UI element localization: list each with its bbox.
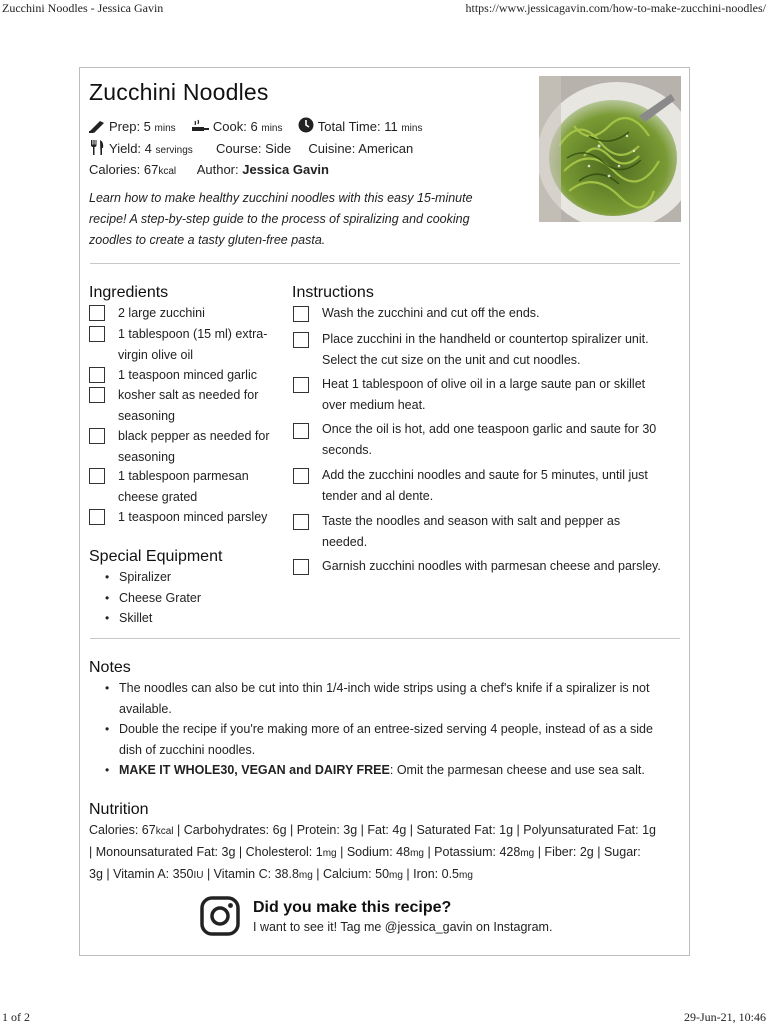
calories-unit: kcal — [158, 166, 177, 177]
instruction-checkbox[interactable] — [293, 332, 309, 348]
author-label: Author: — [196, 162, 239, 177]
pan-icon — [191, 118, 209, 139]
promo-subtitle: I want to see it! Tag me @jessica_gavin on Instagram. — [253, 920, 553, 934]
print-header-url: https://www.jessicagavin.com/how-to-make-zucchini-noodles/ — [465, 1, 766, 15]
instruction-checkbox[interactable] — [293, 514, 309, 530]
ingredients-heading: Ingredients — [89, 284, 169, 301]
note-item: • Double the recipe if you're making more of an entree-sized serving 4 people, instead of as a side dish of zucchini noodles. — [89, 719, 681, 760]
recipe-description: Learn how to make healthy zucchini noodles with this easy 15-minute recipe! A step-by-step guide to the process of spiralizing and cooking zoodles to create a tasty gluten-free pasta. — [89, 191, 473, 247]
ingredient-checkbox[interactable] — [89, 326, 105, 342]
ingredient-checkbox[interactable] — [89, 428, 105, 444]
instagram-icon[interactable] — [200, 896, 240, 941]
instructions-heading: Instructions — [292, 284, 374, 301]
divider-mid — [90, 638, 680, 639]
instruction-checkbox[interactable] — [293, 468, 309, 484]
notes-list — [89, 678, 681, 781]
notes-heading: Notes — [89, 659, 131, 676]
recipe-calories-row — [89, 159, 329, 182]
nutrition-line: Calories: 67kcal | Carbohydrates: 6g | Protein: 3g | Fat: 4g | Saturated Fat: 1g | Polyunsaturated Fat: 1g — [89, 823, 656, 837]
recipe-yield-row — [89, 138, 413, 161]
print-header-title: Zucchini Noodles - Jessica Gavin — [2, 1, 164, 15]
nutrition-line: 3g | Vitamin A: 350IU | Vitamin C: 38.8mg | Calcium: 50mg | Iron: 0.5mg — [89, 867, 473, 881]
instruction-step: Garnish zucchini noodles with parmesan cheese and parsley. — [322, 559, 661, 573]
divider-top — [90, 263, 680, 264]
equipment-heading: Special Equipment — [89, 548, 223, 565]
recipe-title: Zucchini Noodles — [89, 79, 269, 105]
print-header — [2, 1, 766, 16]
recipe-photo — [539, 76, 681, 222]
instruction-step: Once the oil is hot, add one teaspoon garlic and saute for 30 seconds. — [322, 422, 657, 457]
instruction-checkbox[interactable] — [293, 423, 309, 439]
instruction-step: Taste the noodles and season with salt and pepper as needed. — [322, 514, 621, 549]
equipment-list — [89, 567, 201, 629]
ingredient-checkbox[interactable] — [89, 387, 105, 403]
total-unit: mins — [401, 123, 423, 134]
ingredient-item: kosher salt as needed for seasoning — [118, 388, 259, 423]
author-name: Jessica Gavin — [242, 162, 329, 177]
print-footer-datetime: 29-Jun-21, 10:46 — [684, 1010, 766, 1024]
ingredient-item: 1 tablespoon (15 ml) extra- virgin olive oil — [118, 327, 268, 362]
total-time: Total Time: 11 — [317, 119, 398, 134]
ingredient-checkbox[interactable] — [89, 367, 105, 383]
clock-icon — [298, 117, 314, 139]
print-footer — [2, 1010, 766, 1025]
nutrition-line: | Monounsaturated Fat: 3g | Cholesterol: 1mg | Sodium: 48mg | Potassium: 428mg | Fiber: 2g | Sugar: — [89, 845, 641, 859]
equipment-item: • Cheese Grater — [89, 588, 201, 609]
instruction-step: Add the zucchini noodles and saute for 5 minutes, until just tender and al dente. — [322, 468, 648, 503]
yield-unit: servings — [155, 145, 193, 156]
prep-time: Prep: 5 — [109, 119, 151, 134]
instruction-step: Heat 1 tablespoon of olive oil in a large saute pan or skillet over medium heat. — [322, 377, 646, 412]
equipment-item: • Skillet — [89, 608, 201, 629]
ingredient-item: 1 teaspoon minced parsley — [118, 510, 268, 524]
recipe-times — [89, 116, 422, 139]
nutrition-facts — [89, 820, 689, 886]
ingredient-checkbox[interactable] — [89, 468, 105, 484]
course: Course: Side — [216, 141, 292, 156]
ingredient-item: black pepper as needed for seasoning — [118, 429, 270, 464]
cuisine: Cuisine: American — [308, 141, 414, 156]
ingredient-item: 1 teaspoon minced garlic — [118, 368, 257, 382]
instruction-step: Wash the zucchini and cut off the ends. — [322, 306, 540, 320]
note-item: • The noodles can also be cut into thin 1/4-inch wide strips using a chef's knife if a spiralizer is not available. — [89, 678, 681, 719]
ingredient-item: 2 large zucchini — [118, 306, 205, 320]
calories: Calories: 67 — [89, 162, 159, 177]
nutrition-heading: Nutrition — [89, 801, 149, 818]
knife-icon — [89, 118, 105, 139]
instruction-checkbox[interactable] — [293, 306, 309, 322]
equipment-item: • Spiralizer — [89, 567, 201, 588]
cook-unit: mins — [261, 123, 283, 134]
instruction-step: Place zucchini in the handheld or countertop spiralizer unit. Select the cut size on the unit and cut noodles. — [322, 332, 649, 367]
fork-knife-icon — [89, 140, 105, 161]
instruction-checkbox[interactable] — [293, 377, 309, 393]
promo-title: Did you make this recipe? — [253, 899, 452, 916]
cook-time: Cook: 6 — [212, 119, 258, 134]
ingredient-item: 1 tablespoon parmesan cheese grated — [118, 469, 249, 504]
ingredient-checkbox[interactable] — [89, 305, 105, 321]
note-item: • MAKE IT WHOLE30, VEGAN and DAIRY FREE: Omit the parmesan cheese and use sea salt. — [89, 760, 681, 781]
yield: Yield: 4 — [109, 141, 152, 156]
print-footer-page: 1 of 2 — [2, 1010, 30, 1024]
ingredient-checkbox[interactable] — [89, 509, 105, 525]
prep-unit: mins — [154, 123, 176, 134]
recipe-card — [79, 67, 690, 956]
instruction-checkbox[interactable] — [293, 559, 309, 575]
